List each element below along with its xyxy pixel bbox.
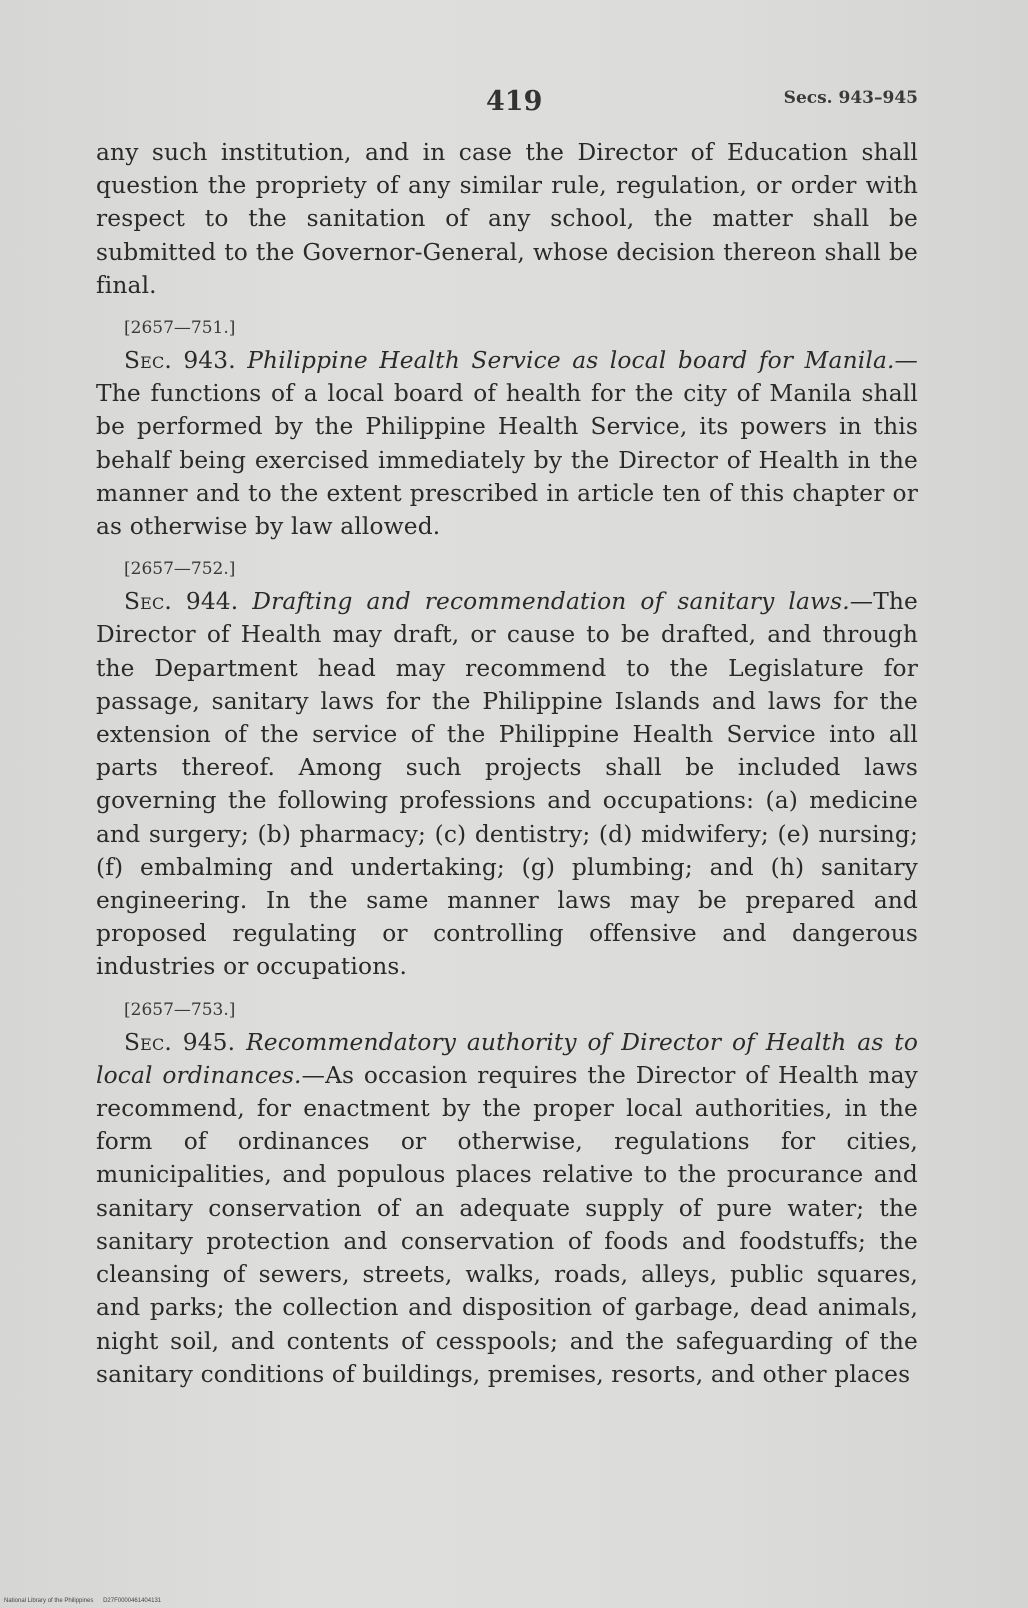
section-943-heading: Philippine Health Service as local board for Manila. bbox=[247, 347, 895, 375]
library-credit: National Library of the Philippines bbox=[4, 1598, 94, 1604]
section-945-heading: Recommendatory authority of Director of Health as to local ordinances. bbox=[96, 1028, 918, 1089]
body-text bbox=[96, 136, 918, 1391]
section-944-heading: Drafting and recommendation of sanitary laws. bbox=[252, 588, 850, 616]
section-944-label: Sec. 944. bbox=[124, 588, 239, 616]
section-944 bbox=[96, 585, 918, 983]
section-944-body: —The Director of Health may draft, or cause to be drafted, and through the Department head may recommend to the Legislature for passage, sanitary laws for the Philippine Islands and laws for the extension of the service of the Philippine Health Service into all parts thereof. Among such projects shall be included laws governing the following professions and occupations: (a) medicine and surgery; (b) pharmacy; (c) dentistry; (d) midwifery; (e) nursing; (f) embalming and undertaking; (g) plumbing; and (h) sanitary engineering. In the same manner laws may be prepared and proposed regulating or controlling offensive and dangerous industries or occupations. bbox=[96, 588, 918, 981]
section-943 bbox=[96, 344, 918, 543]
citation-943: [2657—751.] bbox=[124, 318, 236, 339]
page-header bbox=[96, 86, 918, 120]
section-943-label: Sec. 943. bbox=[124, 347, 236, 375]
section-945-body: —As occasion requires the Director of Health may recommend, for enactment by the proper local authorities, in the form of ordinances or otherwise, regulations for cities, municipalities, and populous places relative to the procurance and sanitary conservation of an adequate supply of pure water; the sanitary protection and conservation of foods and foodstuffs; the cleansing of sewers, streets, walks, roads, alleys, public squares, and parks; the collection and disposition of garbage, dead animals, night soil, and contents of cesspools; and the safeguarding of the sanitary conditions of buildings, premises, resorts, and other places bbox=[96, 1061, 918, 1388]
continuation-paragraph: any such institution, and in case the Director of Education shall question the propriety of any similar rule, regulation, or order with respect to the sanitation of any school, the matter shall be submitted to the Governor-General, whose decision thereon shall be final. bbox=[96, 139, 918, 299]
citation-945: [2657—753.] bbox=[124, 999, 236, 1020]
scan-code: D27F0000461404131 bbox=[103, 1598, 162, 1604]
section-943-body: —The functions of a local board of health for the city of Manila shall be performed by the Philippine Health Service, its powers in this behalf being exercised immediately by the Director of Health in the manner and to the extent prescribed in article ten of this chapter or as otherwise by law allowed. bbox=[96, 347, 918, 541]
citation-944: [2657—752.] bbox=[124, 559, 236, 580]
scan-footer bbox=[4, 1598, 169, 1604]
running-head: Secs. 943–945 bbox=[783, 88, 918, 108]
page-number: 419 bbox=[486, 86, 543, 117]
section-945 bbox=[96, 1026, 918, 1391]
section-945-label: Sec. 945. bbox=[124, 1028, 236, 1056]
